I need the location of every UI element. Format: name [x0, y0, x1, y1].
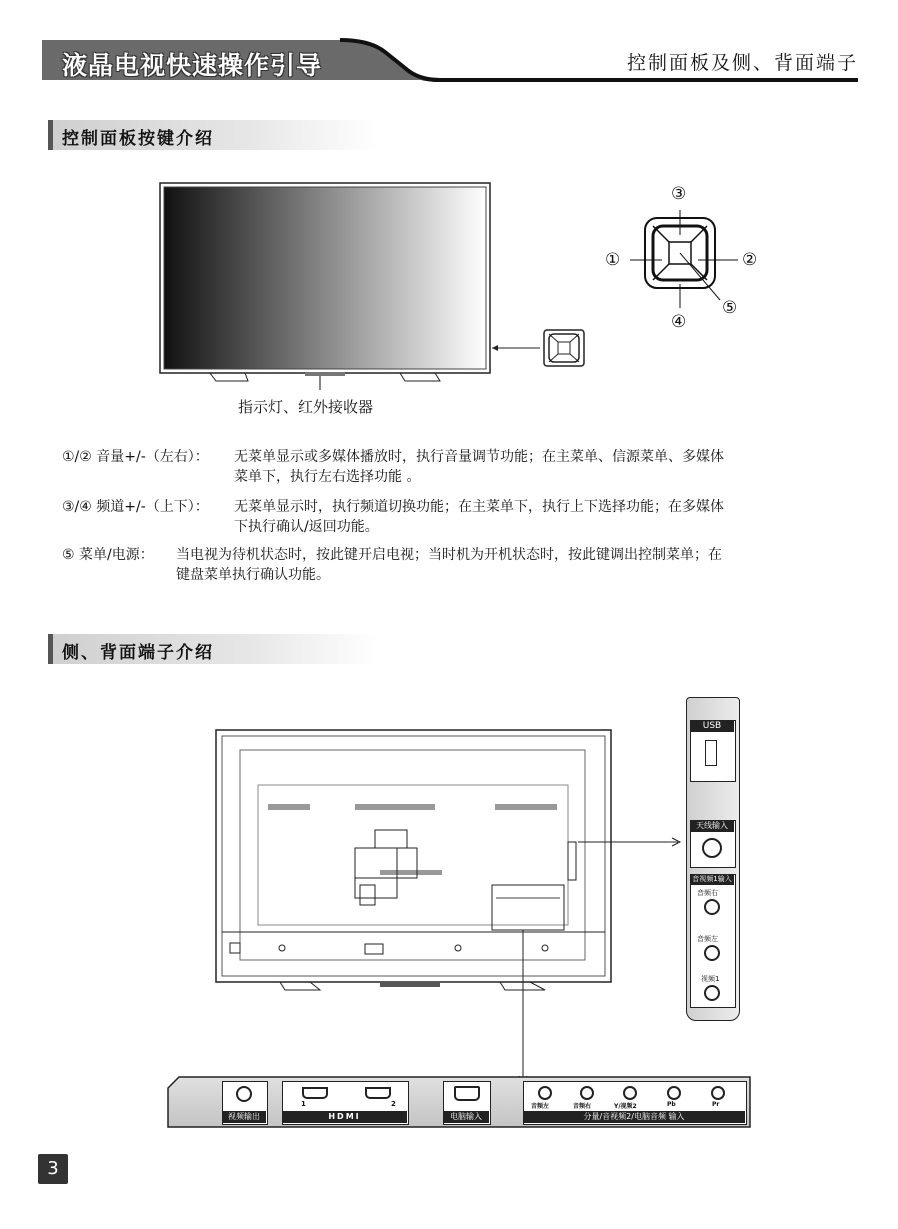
side-video1-port [704, 985, 720, 1001]
section2-mark [48, 634, 53, 664]
comp-y-port [623, 1086, 637, 1100]
section1-mark [48, 120, 53, 150]
desc-key-3: ⑤ 菜单/电源： [62, 547, 154, 563]
side-audio-left-port [704, 945, 720, 961]
hdmi-2-port [365, 1087, 391, 1099]
side-audio-right-label: 音频右 [697, 889, 718, 897]
tv-front-illustration [150, 175, 610, 390]
comp-audio-right-port [580, 1086, 594, 1100]
hdmi-2-label: 2 [391, 1100, 396, 1108]
indicator-label: 指示灯、红外接收器 [238, 398, 374, 416]
usb-label: USB [690, 720, 734, 732]
usb-port [705, 740, 717, 766]
desc-1-line2: 菜单下，执行左右选择功能 。 [234, 469, 421, 485]
hdmi-1-port [302, 1087, 328, 1099]
comp-audio-left-label: 音频左 [531, 1103, 550, 1110]
key-number-5: ⑤ [722, 298, 738, 318]
vga-port [454, 1086, 480, 1101]
desc-3-line2: 键盘菜单执行确认功能。 [176, 567, 330, 583]
bottom-panel [167, 1076, 751, 1128]
video-out-label: 视频输出 [222, 1111, 266, 1123]
side-panel [686, 697, 740, 1021]
section1-title: 控制面板按键介绍 [62, 129, 214, 149]
av1-label: 音视频1输入 [690, 874, 734, 885]
header-title: 液晶电视快速操作引导 [62, 51, 323, 80]
desc-1-line1: 无菜单显示或多媒体播放时，执行音量调节功能；在主菜单、信源菜单、多媒体 [234, 449, 724, 465]
section2-title: 侧、背面端子介绍 [62, 643, 214, 663]
header-subtitle: 控制面板及侧、背面端子 [626, 52, 858, 74]
key-number-2: ② [742, 250, 758, 270]
comp-y-label: Y/视频2 [614, 1103, 637, 1110]
antenna-port [702, 838, 722, 858]
comp-pr-label: Pr [712, 1101, 720, 1108]
hdmi-1-label: 1 [301, 1100, 306, 1108]
desc-key-2: ③/④ 频道+/-（上下）： [62, 499, 209, 515]
hdmi-label: HDMI [282, 1111, 407, 1123]
comp-audio-right-label: 音频右 [573, 1103, 592, 1110]
comp-audio-left-port [538, 1086, 552, 1100]
key-number-3: ③ [671, 184, 687, 204]
key-number-4: ④ [671, 312, 687, 332]
desc-3-line1: 当电视为待机状态时，按此键开启电视；当时机为开机状态时，按此键调出控制菜单；在 [176, 547, 722, 563]
side-audio-left-label: 音频左 [697, 935, 718, 943]
desc-key-1: ①/② 音量+/-（左右）： [62, 449, 209, 465]
comp-pb-port [667, 1086, 681, 1100]
comp-pr-port [711, 1086, 725, 1100]
page-number: 3 [38, 1154, 68, 1184]
video-out-port [236, 1086, 252, 1102]
keypad-diagram [600, 180, 790, 340]
side-video1-label: 视频1 [701, 975, 720, 983]
side-audio-right-port [704, 899, 720, 915]
comp-pb-label: Pb [667, 1101, 676, 1108]
pc-in-label: 电脑输入 [443, 1111, 489, 1123]
component-label: 分量/音视频2/电脑音频 输入 [523, 1111, 745, 1123]
antenna-label: 天线输入 [690, 820, 734, 832]
tv-back-illustration [200, 720, 690, 1090]
desc-2-line1: 无菜单显示时，执行频道切换功能；在主菜单下，执行上下选择功能；在多媒体 [234, 499, 724, 515]
key-number-1: ① [605, 250, 621, 270]
desc-2-line2: 下执行确认/返回功能。 [234, 519, 379, 535]
